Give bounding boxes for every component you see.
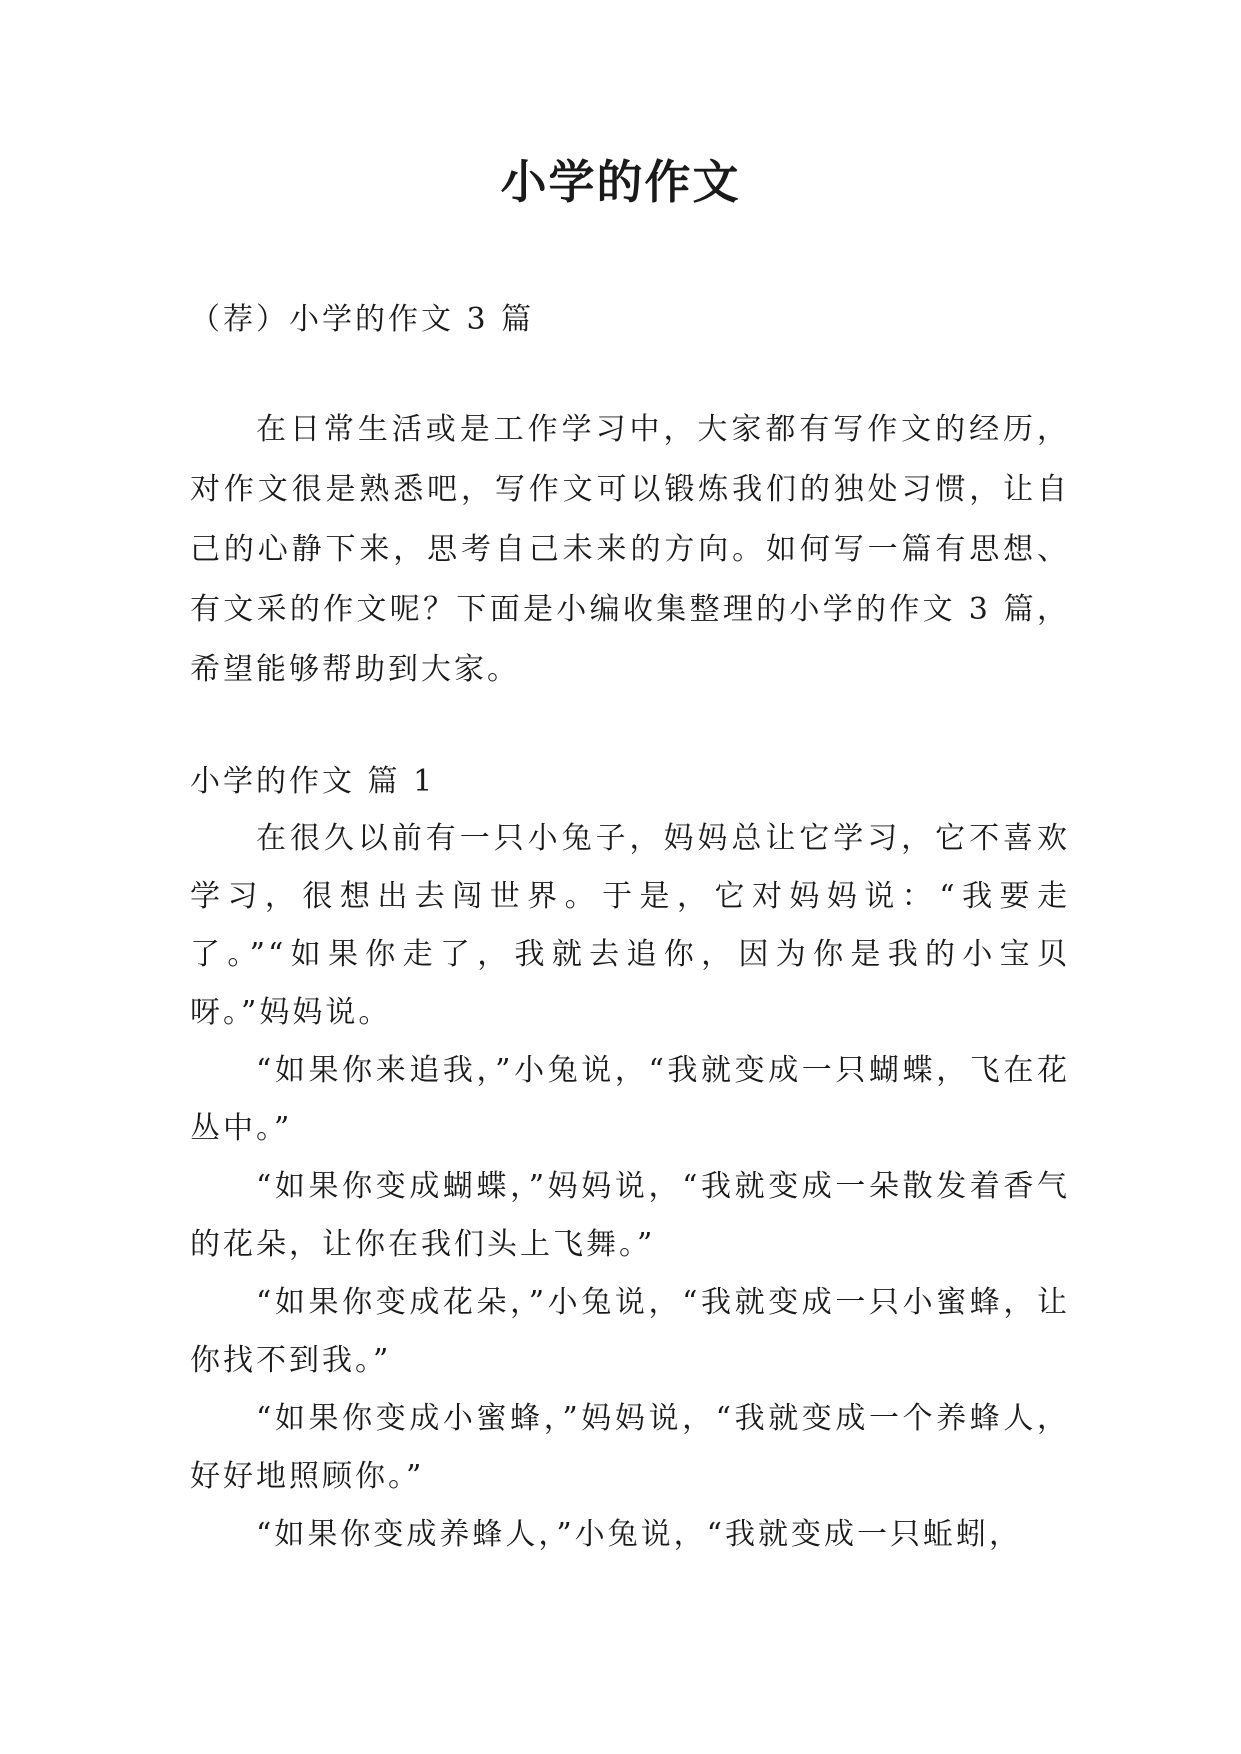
story-paragraph: 在很久以前有一只小兔子，妈妈总让它学习，它不喜欢学习，很想出去闯世界。于是，它对妈妈说：“我要走了。”“如果你走了，我就去追你，因为你是我的小宝贝呀。”妈妈说。 xyxy=(190,821,1070,1030)
document-subtitle: （荐）小学的作文 3 篇 xyxy=(190,302,535,337)
story-paragraph: “如果你来追我，”小兔说，“我就变成一只蝴蝶，飞在花丛中。” xyxy=(190,1053,1070,1146)
section-heading: 小学的作文 篇 1 xyxy=(190,764,436,799)
story-paragraph: “如果你变成蝴蝶，”妈妈说，“我就变成一朵散发着香气的花朵，让你在我们头上飞舞。” xyxy=(190,1169,1070,1262)
story-paragraph: “如果你变成花朵，”小兔说，“我就变成一只小蜜蜂，让你找不到我。” xyxy=(190,1285,1070,1378)
intro-paragraph: 在日常生活或是工作学习中，大家都有写作文的经历，对作文很是熟悉吧，写作文可以锻炼我们的独处习惯，让自己的心静下来，思考自己未来的方向。如何写一篇有思想、有文采的作文呢？下面是小编收集整理的小学的作文 3 篇，希望能够帮助到大家。 xyxy=(190,412,1070,687)
story-body xyxy=(190,810,1070,1564)
story-paragraph: “如果你变成小蜜蜂，”妈妈说，“我就变成一个养蜂人，好好地照顾你。” xyxy=(190,1401,1070,1494)
story-paragraph: “如果你变成养蜂人，”小兔说，“我就变成一只蚯蚓， xyxy=(256,1517,1023,1552)
document-title: 小学的作文 xyxy=(500,155,741,209)
